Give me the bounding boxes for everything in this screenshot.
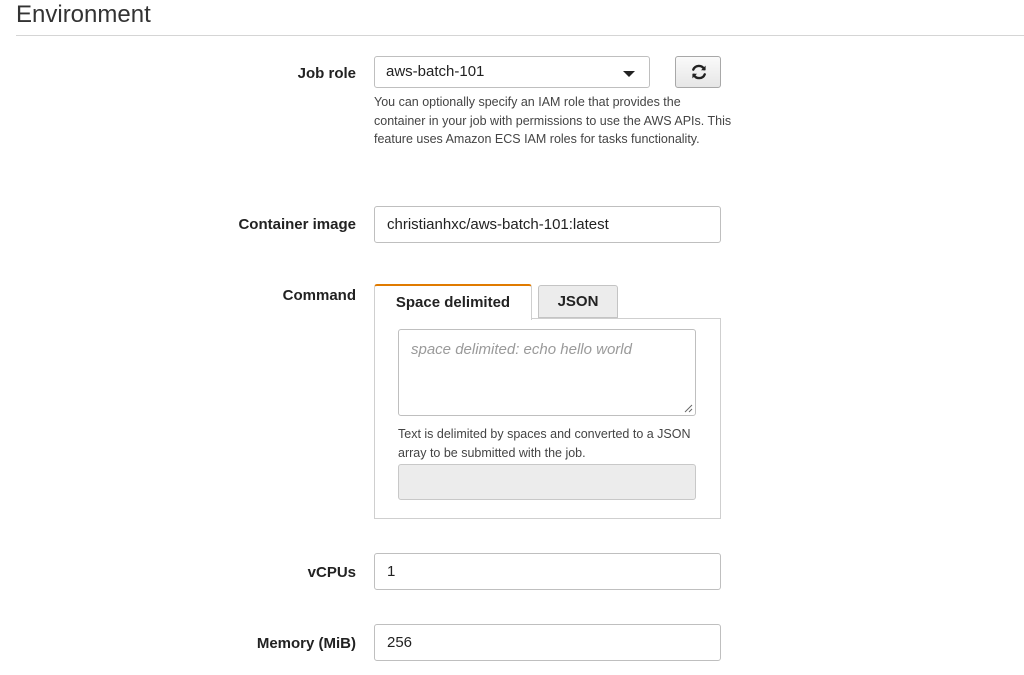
command-textarea[interactable] xyxy=(398,329,696,416)
command-label: Command xyxy=(282,287,356,304)
tab-space-delimited[interactable]: Space delimited xyxy=(374,284,532,320)
resize-grip-icon[interactable] xyxy=(683,403,693,413)
refresh-icon xyxy=(690,64,708,80)
refresh-roles-button[interactable] xyxy=(675,56,721,88)
job-role-label: Job role xyxy=(297,65,356,82)
memory-label: Memory (MiB) xyxy=(256,635,356,652)
section-divider xyxy=(16,35,1024,36)
memory-value: 256 xyxy=(387,634,413,651)
tab-json[interactable]: JSON xyxy=(538,285,618,318)
command-json-preview xyxy=(398,464,696,500)
memory-input[interactable] xyxy=(374,624,721,661)
container-image-input[interactable] xyxy=(374,206,721,243)
vcpus-label: vCPUs xyxy=(307,564,356,581)
command-textarea-placeholder: space delimited: echo hello world xyxy=(411,341,632,358)
command-help-text: Text is delimited by spaces and converted to a JSON array to be submitted with the job. xyxy=(398,427,691,460)
job-role-help-text: You can optionally specify an IAM role that provides the container in your job with permissions to use the AWS APIs. This feature uses Amazon ECS IAM roles for tasks functionality. xyxy=(374,95,732,146)
vcpus-input[interactable] xyxy=(374,553,721,590)
section-title: Environment xyxy=(16,1,151,28)
chevron-down-icon xyxy=(623,71,635,77)
container-image-label: Container image xyxy=(238,216,356,233)
job-role-select[interactable] xyxy=(374,56,650,88)
vcpus-value: 1 xyxy=(387,563,396,580)
job-role-selected-value: aws-batch-101 xyxy=(386,63,485,80)
container-image-value: christianhxc/aws-batch-101:latest xyxy=(387,216,609,233)
